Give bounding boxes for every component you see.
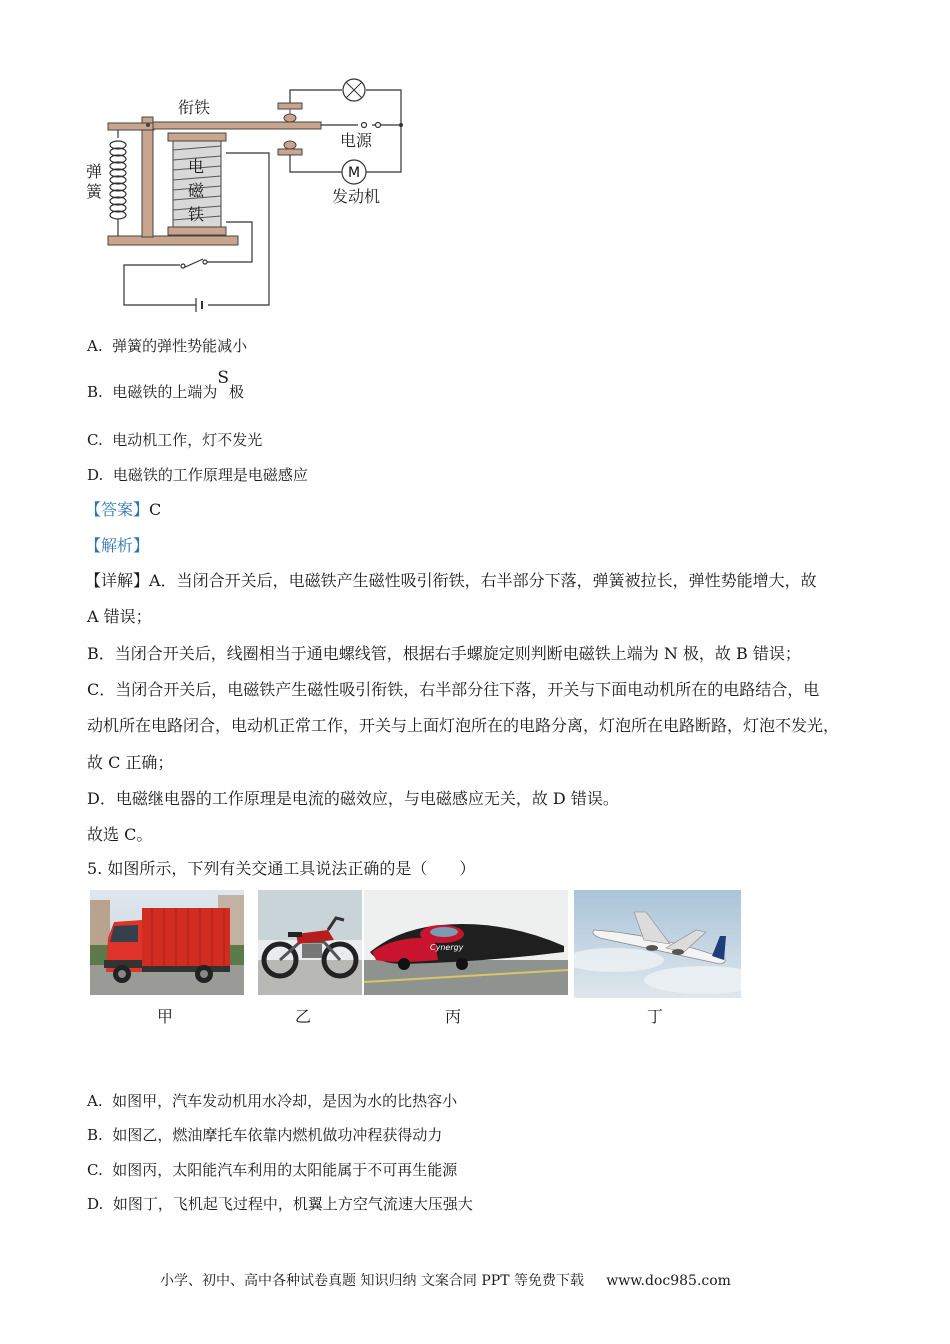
armature-label: 衔铁 (178, 98, 211, 117)
q5-option-c: C. 如图丙，太阳能汽车利用的太阳能属于不可再生能源 (87, 1161, 458, 1179)
detail-line-8: 故选 C。 (87, 825, 153, 844)
footer-text: 小学、初中、高中各种试卷真题 知识归纳 文案合同 PPT 等免费下载 (160, 1273, 584, 1289)
motor-icon (342, 160, 366, 184)
q5-option-b: B. 如图乙，燃油摩托车依靠内燃机做功冲程获得动力 (87, 1126, 443, 1144)
relay-circuit-diagram (0, 0, 420, 320)
motor-symbol: M (347, 165, 361, 181)
q4-option-d: D. 电磁铁的工作原理是电磁感应 (87, 466, 308, 484)
q4-option-b: B. 电磁铁的上端为S极 (87, 368, 245, 401)
truck-image (90, 890, 244, 995)
solar-car-image (364, 890, 568, 995)
airplane-image (574, 890, 741, 998)
power-label: 电源 (340, 131, 373, 150)
q5-option-a: A. 如图甲，汽车发动机用水冷却，是因为水的比热容小 (87, 1092, 458, 1110)
answer-line: 【答案】C (85, 500, 162, 519)
detail-line-2: A 错误； (87, 607, 152, 626)
detail-line-5: 动机所在电路闭合，电动机正常工作，开关与上面灯泡所在的电路分离，灯泡所在电路断路，灯泡不发光， (87, 716, 840, 735)
detail-line-1: 【详解】A．当闭合开关后，电磁铁产生磁性吸引衔铁，右半部分下落，弹簧被拉长，弹性势能增大，故 (85, 571, 817, 590)
q5-stem: 5. 如图所示，下列有关交通工具说法正确的是（ ） (87, 859, 476, 878)
motorcycle-image (258, 890, 362, 995)
caption-yi: 乙 (294, 1007, 311, 1026)
pole-symbol: S (217, 368, 230, 388)
lamp-icon (343, 79, 365, 101)
q5-option-d: D. 如图丁，飞机起飞过程中，机翼上方空气流速大压强大 (87, 1195, 473, 1213)
q4-option-c: C. 电动机工作，灯不发光 (87, 431, 263, 449)
footer-link[interactable]: www.doc985.com (606, 1273, 731, 1289)
electromagnet-label: 电磁铁 (188, 157, 205, 224)
caption-ding: 丁 (646, 1007, 663, 1026)
caption-bing: 丙 (444, 1007, 461, 1026)
solar-car-brand-text: Cynergy (430, 943, 464, 952)
spring-label: 弹簧 (86, 162, 103, 201)
motor-label: 发动机 (332, 187, 381, 206)
q4-option-a: A. 弹簧的弹性势能减小 (87, 337, 248, 355)
detail-line-7: D．电磁继电器的工作原理是电流的磁效应，与电磁感应无关，故 D 错误。 (87, 789, 619, 808)
detail-line-4: C．当闭合开关后，电磁铁产生磁性吸引衔铁，右半部分往下落，开关与下面电动机所在的电路结合，电 (87, 680, 820, 699)
footer (160, 1270, 731, 1290)
detail-line-6: 故 C 正确； (87, 753, 174, 772)
analysis-tag: 【解析】 (85, 536, 150, 555)
caption-jia: 甲 (156, 1007, 173, 1026)
detail-line-3: B．当闭合开关后，线圈相当于通电螺线管，根据右手螺旋定则判断电磁铁上端为 N 极，故 B 错误； (87, 644, 801, 663)
